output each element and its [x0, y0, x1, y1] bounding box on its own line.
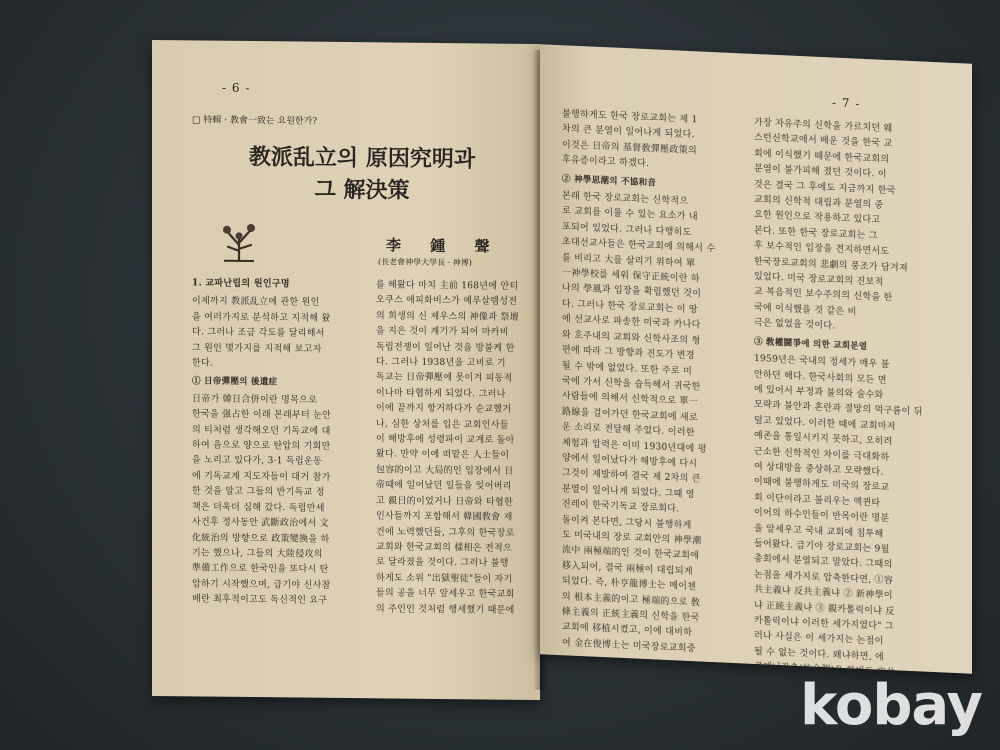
text-line: 와 호주내의 교회와 신학사조의 형	[562, 329, 701, 347]
tree-illustration-icon	[218, 221, 260, 263]
text-line: 압하기 시작했으며, 급기야 신사참	[192, 579, 331, 591]
text-line: 양에서 일어났다가 해방후에 다시	[562, 453, 698, 470]
section-heading: 1. 교파난립의 원인구명	[192, 278, 290, 290]
text-line: 이나마 타협하게 되었다. 그러나	[376, 388, 506, 400]
text-line: 하게도 소위 "出獄聖徒"들이 자기	[376, 573, 513, 585]
text-line: 것은 결국 그 후에도 지금까지 한국	[754, 179, 896, 196]
right-column-1	[562, 107, 744, 655]
text-line: 에 기독교계 지도자들이 대거 참가	[192, 471, 331, 483]
text-line: 인사들까지 포함해서 韓國敎會 재	[376, 511, 513, 523]
text-line: 을 여러가지로 분석하고 지적해 왔	[192, 312, 331, 324]
text-line: 을 지은 것이 계기가 되어 마카비	[376, 326, 509, 338]
text-line: 1959년은 국내의 정세가 매우 불	[754, 354, 890, 371]
text-line: 다. 그러나 1938년을 고비로 기	[376, 357, 506, 369]
text-line: 들의 공을 너무 앞세우고 한국교회	[376, 588, 515, 600]
text-line: 독교는 日帝彈壓에 못이겨 피동적	[376, 372, 513, 385]
text-line: 후유증이라고 하겠다.	[562, 155, 650, 170]
text-line: 극은 없었을 것이다.	[754, 318, 836, 332]
text-line: 국에 이식했을 것 같은 비	[754, 302, 857, 318]
text-line: 하여 음으로 양으로 탄압의 기회만	[192, 440, 331, 452]
text-line: 이어의 하수인들이 반목이란 명분	[754, 508, 890, 525]
text-line: 가장 자유주의 신학을 가르치던 웨	[754, 117, 893, 135]
text-line: 日帝가 韓日合併이란 명목으로	[192, 394, 318, 406]
text-line: 될 수 밖에 없었다. 또한 주로 미	[562, 360, 693, 377]
text-line: 초대선교사들은 한국교회에 의해서 수	[562, 237, 716, 255]
text-line: 로 교회를 이룰 수 있는 요소가 내	[562, 206, 698, 223]
text-line: 되었다. 즉, 朴亨龍博士는 메이첸	[562, 576, 697, 593]
left-column-1	[192, 276, 364, 688]
text-line: 러나 사실은 이 세가지는 논점이	[754, 631, 884, 648]
text-line: 독립전쟁이 일어난 것을 방불케 한	[376, 341, 515, 354]
text-line: 도 미국내의 장로 교회안의 神學潮	[562, 530, 702, 547]
text-line: 차의 큰 분열이 일어나게 되었다.	[562, 124, 695, 141]
text-line: 진레이 한국기독교 장로회다.	[562, 499, 680, 515]
text-line: 나, 심한 상처를 입은 교회인사들	[376, 418, 509, 431]
text-line: 共主義냐 反共主義냐 ② 新神學이	[754, 585, 893, 602]
author-affiliation: (長老會神學大學長 · 神博)	[378, 257, 472, 268]
text-line: 국에 가서 신학을 습득해서 귀국한	[562, 376, 701, 393]
text-line: 로 달라졌을 것이다. 그러나 불행	[376, 557, 509, 570]
text-line: 를 해왔다 마치 主前 168년에 안티	[376, 280, 519, 292]
text-line: 이제까지 教派乱立에 관한 원인	[192, 296, 320, 309]
text-line: 나의 學風과 입장을 확립했던 것이	[562, 283, 702, 300]
kobay-watermark: kobay	[800, 673, 982, 738]
text-line: 큐메니칼측(統合側)은 한번도 容共	[754, 662, 896, 679]
text-line: 돌이켜 본다면, 그당시 불행하게	[562, 514, 692, 531]
text-line: 요한 원인으로 작용하고 있다고	[754, 210, 881, 227]
text-line: 여 金在俊博士는 미국장로교회중	[562, 638, 696, 655]
text-line: 모략과 불안과 혼란과 절망의 먹구름이 뒤	[754, 400, 923, 418]
article-title	[222, 141, 502, 208]
text-line: 후 보수적인 입장을 견지하면서도	[754, 241, 890, 258]
text-line: 교회의 신학적 대립과 분열의 중	[754, 194, 884, 211]
text-line: 회에 이식했기 때문에 한국교회의	[754, 148, 890, 165]
text-line: 條主義의 正統主義의 신학을 한국	[562, 607, 700, 624]
text-line: 그 원인 몇가지를 지적해 보고자	[192, 343, 322, 355]
text-line: 이것은 日帝의 基督敎彈壓政策의	[562, 140, 697, 157]
title-line-2: 그 解決策	[314, 176, 410, 204]
text-line: 교 복음적인 보수주의의 신학을 한	[754, 287, 893, 304]
text-line: 배란 최후적이고도 독신적인 요구	[192, 594, 328, 606]
text-line: 회 이단이라고 불리우는 엑퀸타	[754, 492, 881, 509]
text-line: 의 티처럼 생각해오던 기독교에 대	[192, 425, 331, 437]
text-line: 논점을 세가지로 압축한다면, ①容	[754, 569, 894, 587]
text-line: 準備工作으로 한국인을 또다시 탄	[192, 563, 329, 576]
text-line: 여 상대방을 중상하고 모략했다.	[754, 461, 884, 478]
text-line: 체험과 압력은 이미 1930년대에 평	[562, 437, 707, 455]
subsection-heading: ② 神學思潮의 不協和音	[562, 173, 657, 189]
text-line: 그것이 재발하여 결국 제 2차의 큰	[562, 468, 701, 485]
text-line: 편에 따라 그 방향과 진도가 변경	[562, 345, 695, 362]
text-line: 一神學校를 세워 保守正統이란 하	[562, 268, 700, 285]
text-line: 移入되어, 결국 兩極이 대립되게	[562, 560, 693, 577]
text-line: 이때에 불행하게도 미국의 장로교	[754, 477, 890, 494]
text-line: 帝때에 일어났던 일들을 잊어버리	[376, 480, 512, 493]
text-line: 분열이 불가피해 졌던 것이다. 이	[754, 164, 887, 181]
text-line: 에 있어서 부정과 불의와 술수와	[754, 384, 884, 401]
text-line: 다. 그러나 한국 장로교회는 이 땅	[562, 299, 698, 316]
text-line: 包容的이고 大局的인 입장에서 日	[376, 465, 514, 477]
text-line: 路線을 걸어가던 한국교회에 새로	[562, 406, 699, 424]
text-line: 안하던 해다. 한국사회의 모든 면	[754, 369, 887, 386]
text-line: 본다. 또한 한국 장로교회는 그	[754, 225, 878, 242]
text-line: 기는 했으나, 그들의 大陸侵攻의	[192, 548, 323, 560]
text-line: 있었다. 미국 장로교회의 진보적	[754, 271, 884, 288]
text-line: 총회에서 분열되고 말았다. 그때의	[754, 554, 893, 571]
text-line: 불행하게도 한국 장로교회는 제 1	[562, 109, 698, 126]
text-line: 예존을 통일시키지 못하고, 오히려	[754, 431, 893, 448]
text-line: 의 주인인 것처럼 행세했기 때문에	[376, 603, 515, 616]
text-line: 교회와 한국교회의 樣相은 전적으	[376, 542, 513, 554]
text-line: 을 노리고 있다가, 3·1 독립운동	[192, 455, 322, 468]
page-number-left: - 6 -	[222, 80, 251, 95]
text-line: 고 親日的이었거나 日帝와 타협한	[376, 496, 513, 508]
subsection-heading: ③ 敎權鬪爭에 의한 교회분열	[754, 336, 868, 352]
text-line: 를 비리고 大를 살리기 위하여 單	[562, 252, 696, 269]
text-line: 의 根本主義的이고 極端的으로 敎	[562, 591, 701, 609]
text-line: 책은 더욱더 심해 갔다. 독립만세	[192, 502, 325, 514]
text-line: 들어왔다. 급기야 장로교회는 9월	[754, 538, 890, 556]
text-line: 본래 한국 장로교회는 신학적으	[562, 191, 689, 207]
text-line: 流中 兩極端的인 것이 한국교회에	[562, 545, 700, 562]
page-number-right: - 7 -	[832, 95, 861, 111]
text-line: 스턴신학교에서 배운 것을 한국 교	[754, 133, 893, 150]
right-page	[540, 44, 972, 679]
subsection-heading: ① 日帝彈壓의 後遺症	[192, 376, 278, 388]
text-line: 한 것을 알고 그들의 반기독교 정	[192, 486, 325, 499]
left-column-2	[376, 278, 536, 690]
text-line: 이에 끝까지 항거하다가 순교했거	[376, 403, 512, 415]
text-line: 왔다. 만약 이에 떠맡은 人士들이	[376, 449, 510, 462]
text-line: 냐 正統主義냐 ③ 親카톨릭이냐 反	[754, 600, 895, 617]
section-tag: □ 特輯 · 教會一致는 요원한가?	[192, 115, 318, 127]
text-line: 을 앞세우고 국내 교회에 침투해	[754, 523, 884, 540]
text-line: 에 선교사로 파송한 미국과 카나다	[562, 314, 701, 331]
text-line: 사람들에 의해서 신학적으로 單一	[562, 391, 699, 408]
text-line: 한국을 强占한 이래 본래부터 눈안	[192, 409, 332, 422]
text-line: 될 수 없는 것이다. 왜냐하면, 에	[754, 646, 885, 663]
text-line: 분열이 일어나게 되었다. 그때 영	[562, 483, 695, 500]
author-name: 李 鍾 聲	[386, 236, 502, 256]
text-line: 건에 노력했던들, 그후의 한국장로	[376, 526, 515, 539]
text-line: 오쿠스 에피화비스가 예루살렘성전	[376, 295, 518, 308]
text-line: 운 소리로 전달해 주었다. 이러한	[562, 422, 695, 439]
text-line: 교회에 移植시켰고, 이에 대비하	[562, 622, 693, 639]
text-line: 사건후 정사동안 武斷政治에서 文	[192, 517, 329, 529]
text-line: 다. 그러나 조금 각도를 달리해서	[192, 327, 325, 339]
text-line: 한다.	[192, 358, 214, 369]
text-line: 덮고 있었다. 이러한 때에 교회마저	[754, 415, 896, 433]
text-line: 근소한 신학적인 차이를 극대화하	[754, 446, 890, 463]
left-page	[152, 40, 540, 700]
text-line: 化統治의 방향으로 政策變換을 하	[192, 532, 330, 545]
text-line: 의 희생의 신 제우스의 神像과 祭壇	[376, 311, 519, 323]
text-line: 한국장로교회의 悲劇의 풍조가 담겨져	[754, 256, 908, 274]
text-line: 포되어 있었다. 그러나 다행히도	[562, 222, 692, 238]
text-line: 이 해방후에 성령파이 교계로 돌아	[376, 434, 515, 446]
right-column-2	[754, 116, 966, 679]
title-line-1: 教派乱立의 原因究明과	[248, 143, 476, 173]
text-line: 카톨릭이냐 이러한 세가지였다" 그	[754, 615, 894, 633]
